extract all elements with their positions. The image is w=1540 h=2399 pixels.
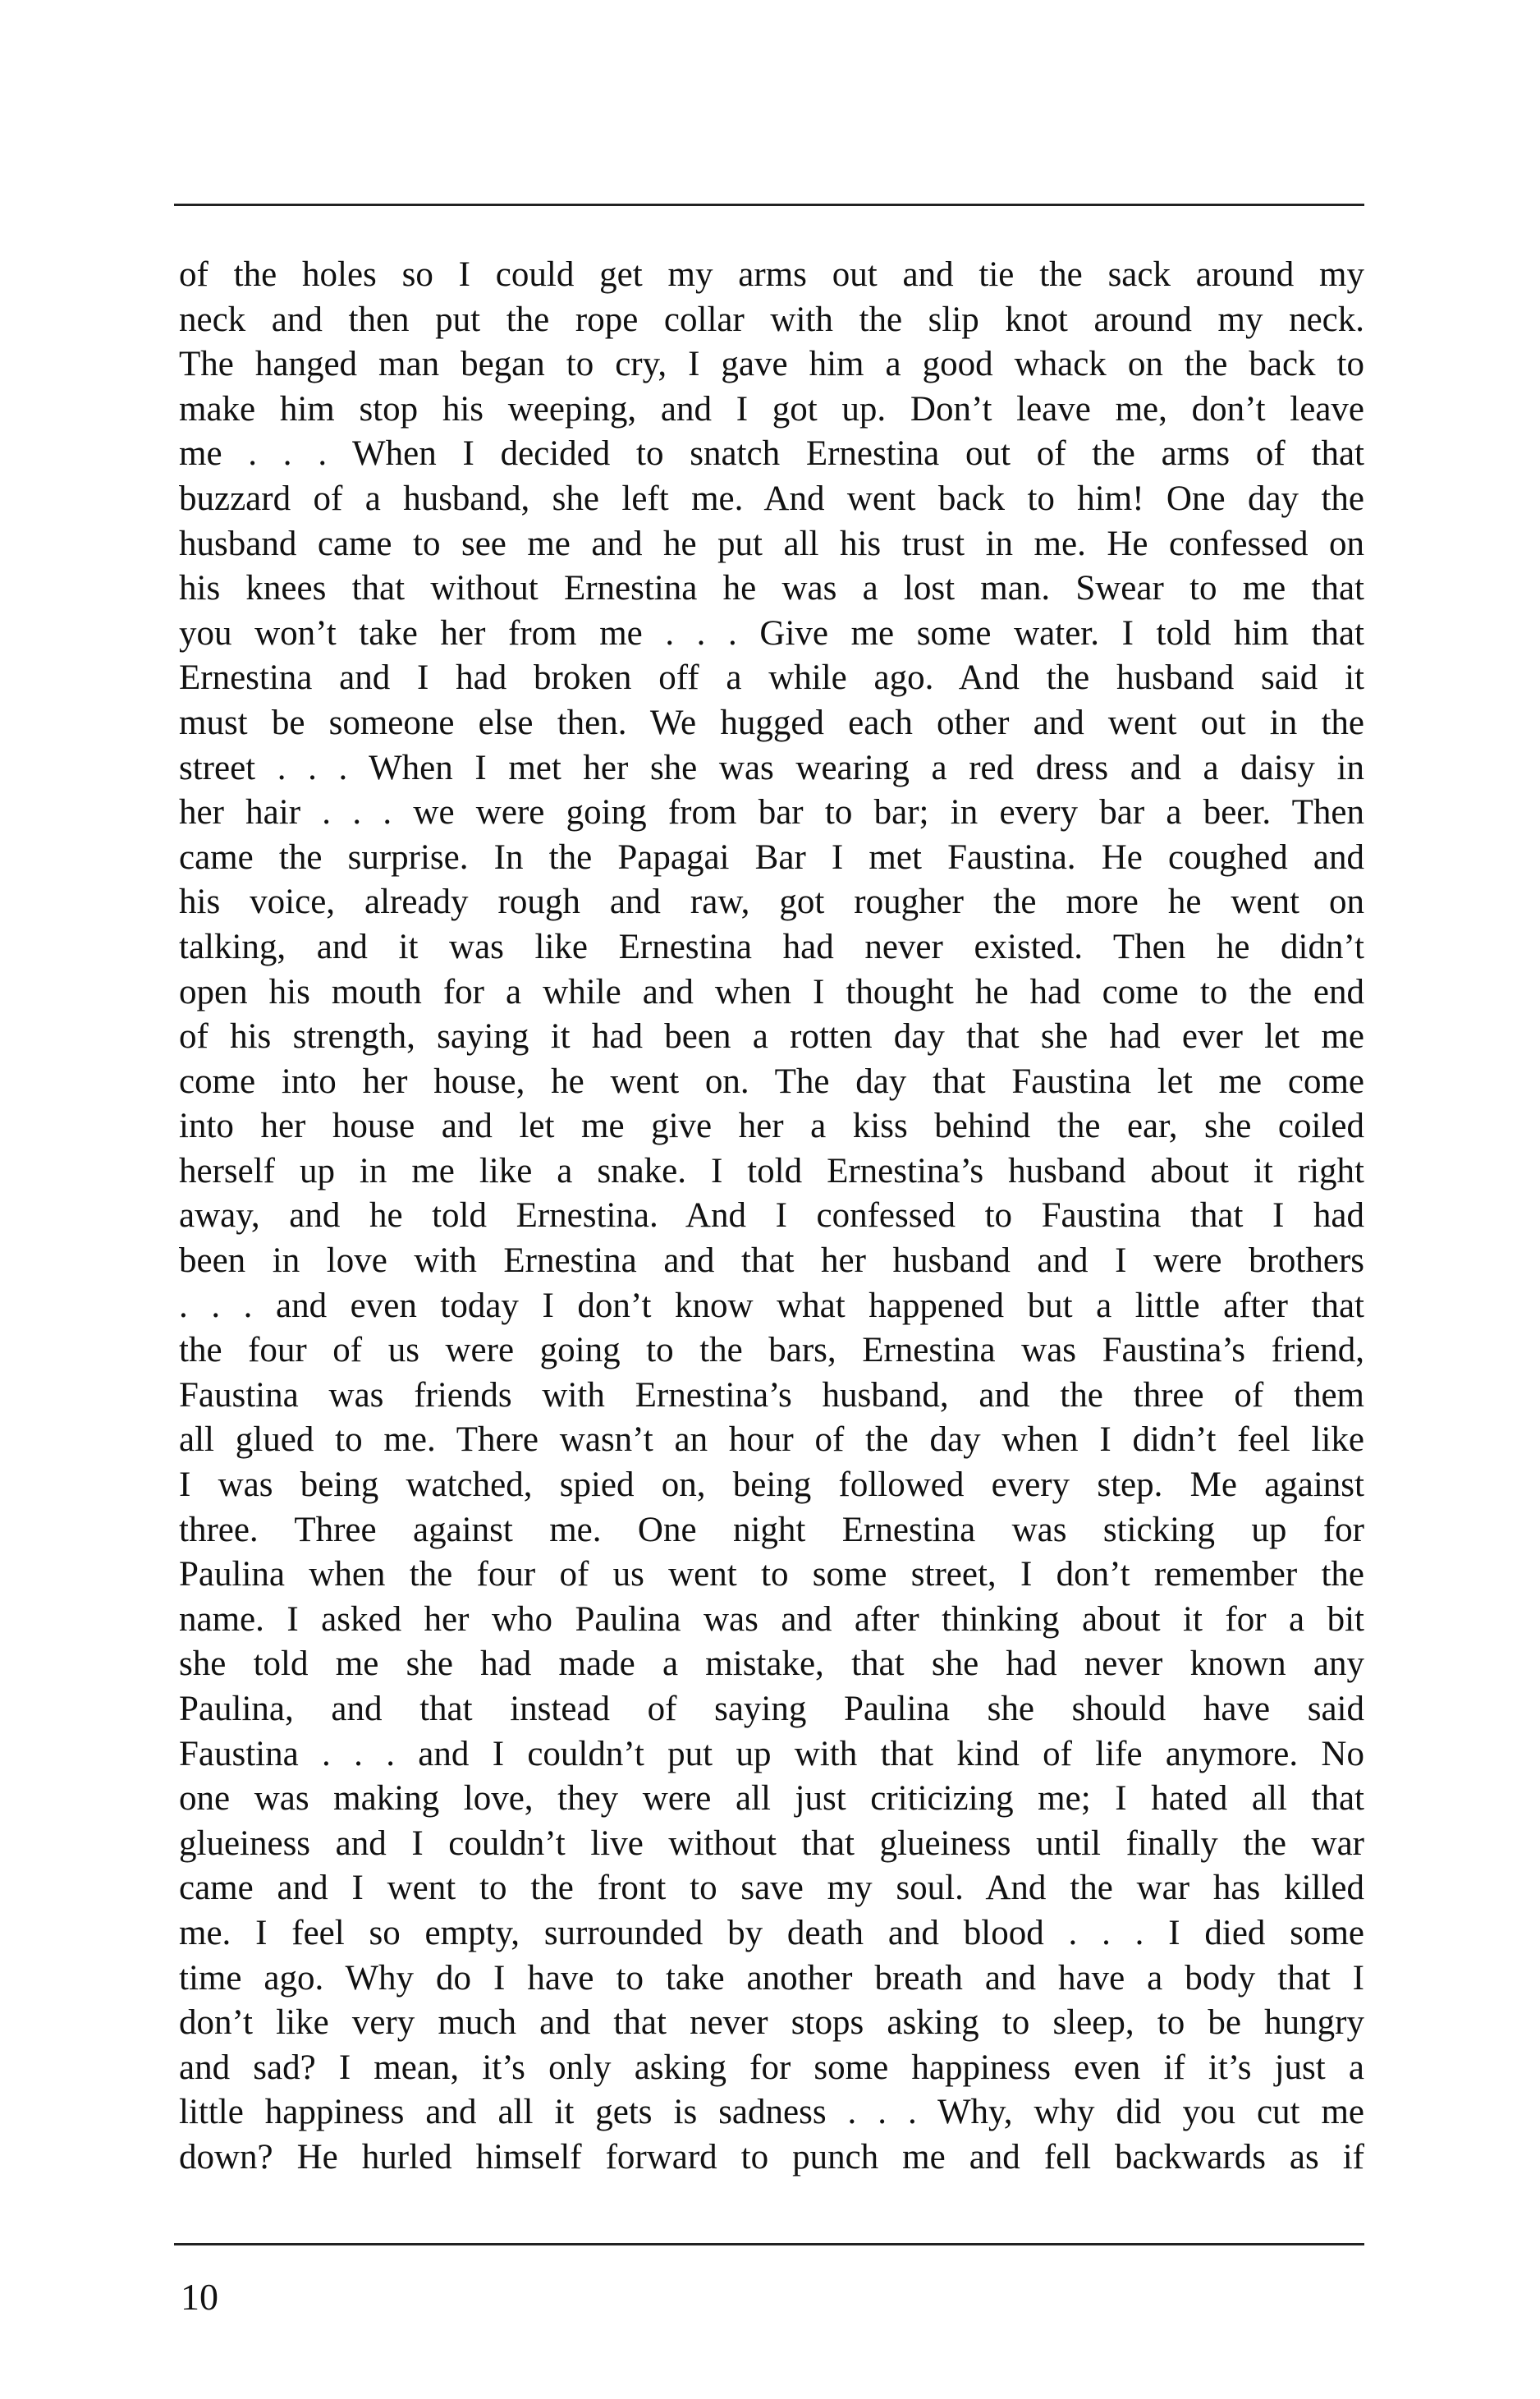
text-line: street . . . When I met her she was wearing a red dress and a daisy in — [179, 748, 1364, 787]
text-line: buzzard of a husband, she left me. And went back to him! One day the — [179, 479, 1364, 518]
text-line: his voice, already rough and raw, got rougher the more he went on — [179, 883, 1364, 922]
text-line: talking, and it was like Ernestina had never existed. Then he didn’t — [179, 927, 1364, 966]
text-line: came the surprise. In the Papagai Bar I met Faustina. He coughed and — [179, 837, 1364, 877]
body-text — [179, 253, 1364, 2181]
text-line: time ago. Why do I have to take another breath and have a body that I — [179, 1958, 1364, 1998]
text-line: three. Three against me. One night Ernestina was sticking up for — [179, 1510, 1364, 1549]
text-line: . . . and even today I don’t know what happened but a little after that — [179, 1286, 1364, 1325]
text-line: of the holes so I could get my arms out and tie the sack around my — [179, 255, 1364, 294]
page-number: 10 — [181, 2276, 218, 2318]
text-line: make him stop his weeping, and I got up. Don’t leave me, don’t leave — [179, 389, 1364, 429]
text-line: his knees that without Ernestina he was a lost man. Swear to me that — [179, 569, 1364, 608]
text-line: into her house and let me give her a kiss behind the ear, she coiled — [179, 1107, 1364, 1146]
text-line: The hanged man began to cry, I gave him a good whack on the back to — [179, 345, 1364, 384]
text-line: husband came to see me and he put all his trust in me. He confessed on — [179, 524, 1364, 563]
text-line: you won’t take her from me . . . Give me some water. I told him that — [179, 613, 1364, 653]
text-line: her hair . . . we were going from bar to bar; in every bar a beer. Then — [179, 793, 1364, 833]
text-line: the four of us were going to the bars, Ernestina was Faustina’s friend, — [179, 1331, 1364, 1370]
text-line: herself up in me like a snake. I told Ernestina’s husband about it right — [179, 1151, 1364, 1190]
text-line: down? He hurled himself forward to punch me and fell backwards as if — [179, 2137, 1364, 2177]
text-line: been in love with Ernestina and that her husband and I were brothers — [179, 1241, 1364, 1281]
text-line: Ernestina and I had broken off a while ago. And the husband said it — [179, 658, 1364, 698]
text-line: all glued to me. There wasn’t an hour of the day when I didn’t feel like — [179, 1420, 1364, 1460]
text-line: little happiness and all it gets is sadness . . . Why, why did you cut me — [179, 2093, 1364, 2132]
text-line: me. I feel so empty, surrounded by death and blood . . . I died some — [179, 1913, 1364, 1952]
text-line: Paulina, and that instead of saying Paulina she should have said — [179, 1690, 1364, 1728]
text-line: Paulina when the four of us went to some street, I don’t remember the — [179, 1555, 1364, 1594]
header-rule — [174, 204, 1364, 206]
footer-rule — [174, 2243, 1364, 2245]
text-line: glueiness and I couldn’t live without that glueiness until finally the war — [179, 1823, 1364, 1863]
text-line: of his strength, saying it had been a rotten day that she had ever let me — [179, 1017, 1364, 1057]
text-line: came and I went to the front to save my soul. And the war has killed — [179, 1869, 1364, 1908]
text-line: Faustina was friends with Ernestina’s husband, and the three of them — [179, 1375, 1364, 1415]
text-line: neck and then put the rope collar with the slip knot around my neck. — [179, 300, 1364, 339]
text-line: me . . . When I decided to snatch Ernestina out of the arms of that — [179, 434, 1364, 474]
text-line: must be someone else then. We hugged each other and went out in the — [179, 703, 1364, 742]
text-line: and sad? I mean, it’s only asking for some happiness even if it’s just a — [179, 2048, 1364, 2087]
text-line: name. I asked her who Paulina was and after thinking about it for a bit — [179, 1599, 1364, 1639]
text-line: open his mouth for a while and when I thought he had come to the end — [179, 972, 1364, 1011]
text-line: one was making love, they were all just criticizing me; I hated all that — [179, 1779, 1364, 1819]
text-line: she told me she had made a mistake, that she had never known any — [179, 1644, 1364, 1684]
text-line: away, and he told Ernestina. And I confessed to Faustina that I had — [179, 1196, 1364, 1236]
text-line: I was being watched, spied on, being followed every step. Me against — [179, 1466, 1364, 1505]
text-line: come into her house, he went on. The day that Faustina let me come — [179, 1062, 1364, 1101]
text-line: don’t like very much and that never stops asking to sleep, to be hungry — [179, 2003, 1364, 2043]
text-line: Faustina . . . and I couldn’t put up with that kind of life anymore. No — [179, 1734, 1364, 1773]
